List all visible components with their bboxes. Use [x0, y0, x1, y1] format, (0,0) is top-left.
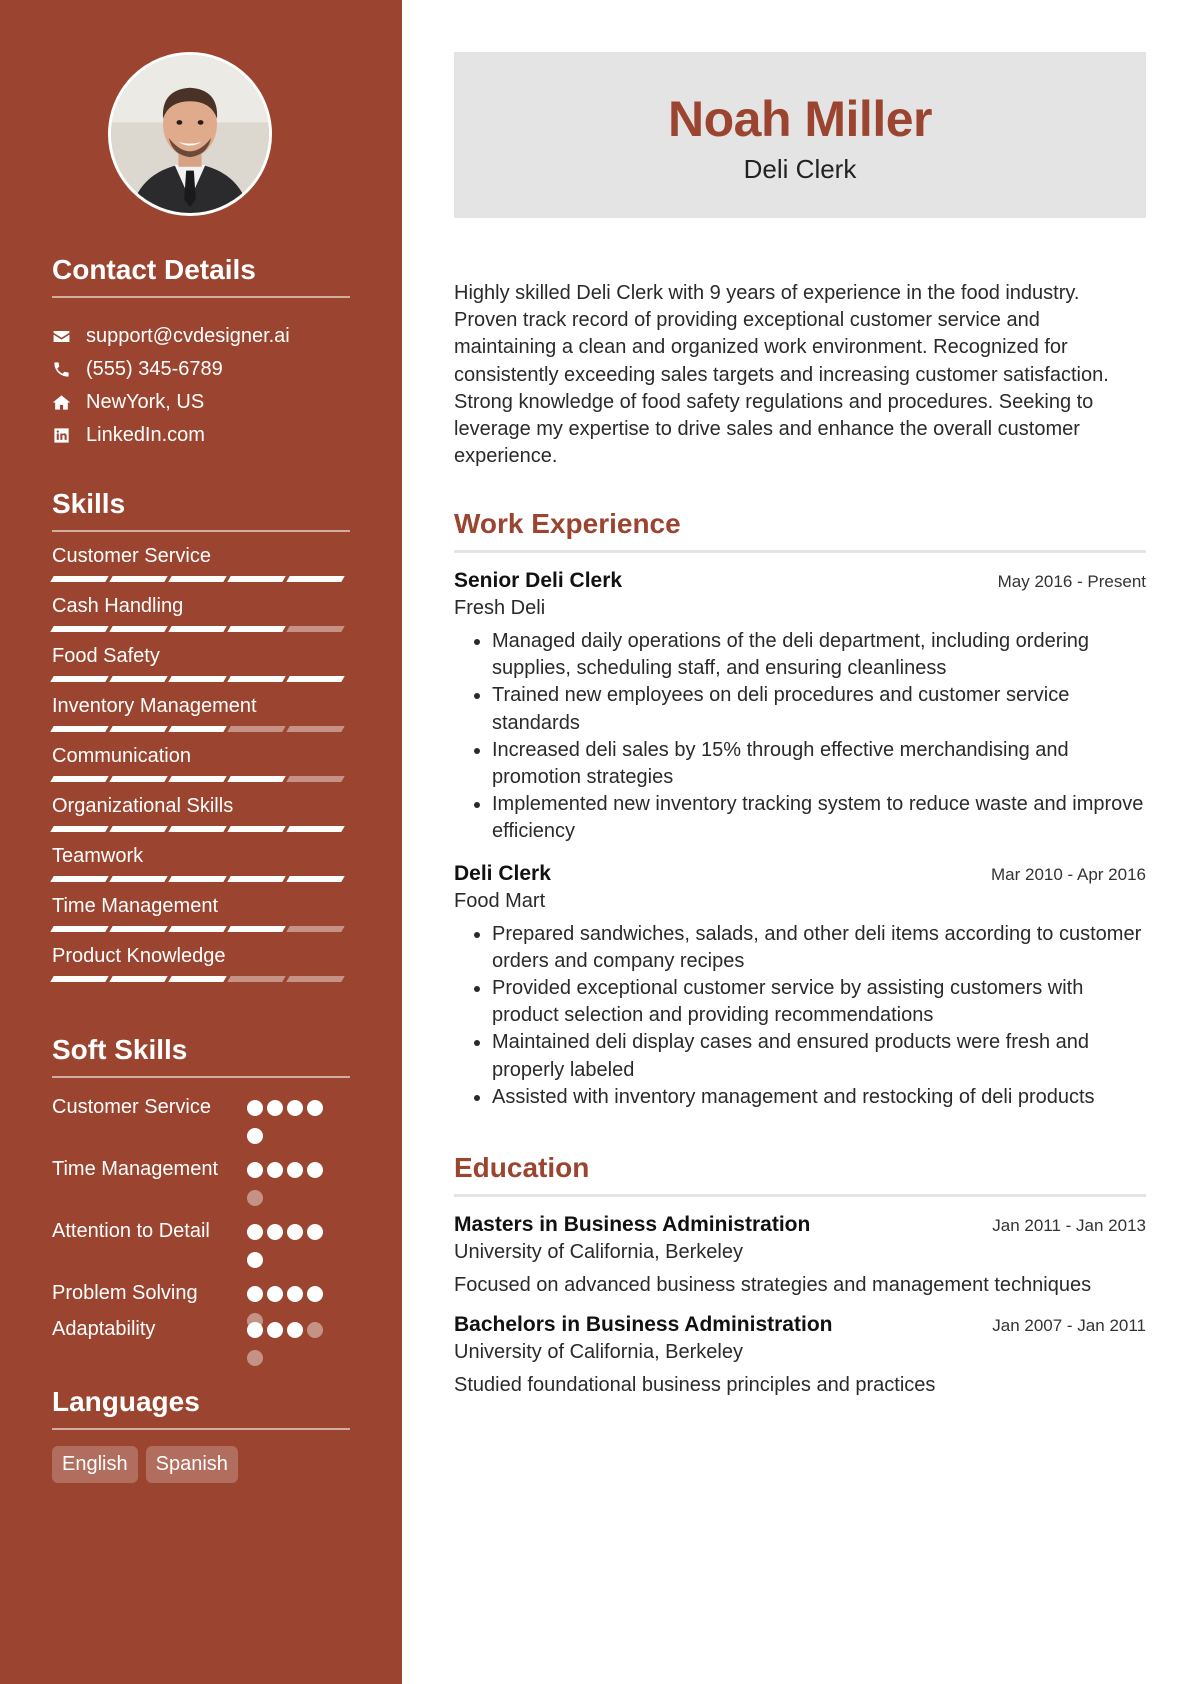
rating-dot-filled [247, 1252, 263, 1268]
education-header [454, 1213, 1146, 1237]
soft-skill-item [52, 1316, 350, 1378]
education-description: Studied foundational business principles and practices [454, 1374, 936, 1396]
job-dates: Mar 2010 - Apr 2016 [991, 864, 1146, 884]
linkedin-icon [52, 426, 86, 445]
skill-bar-empty [227, 726, 285, 732]
job-bullet: • Provided exceptional customer service by assisting customers with product selection and providing recommendations [492, 975, 1146, 1029]
education-school: University of California, Berkeley [454, 1241, 743, 1263]
soft-skill-name: Problem Solving [52, 1282, 198, 1304]
language-tag: Spanish [146, 1446, 238, 1483]
work-experience-section [454, 508, 1146, 1111]
skill-bar-filled [286, 876, 344, 882]
soft-skill-rating [247, 1316, 337, 1378]
soft-skill-rating [247, 1094, 337, 1156]
skills-section [52, 488, 350, 982]
skill-bar-filled [227, 676, 285, 682]
rating-dot-filled [247, 1322, 263, 1338]
job-bullet: • Increased deli sales by 15% through effective merchandising and promotion strategies [492, 737, 1146, 791]
soft-skill-name: Customer Service [52, 1096, 211, 1118]
job-bullet: • Managed daily operations of the deli department, including ordering supplies, scheduling staff, and ensuring cleanliness [492, 628, 1146, 682]
education-dates: Jan 2007 - Jan 2011 [992, 1316, 1146, 1335]
avatar [108, 52, 272, 216]
skill-item [52, 782, 350, 832]
skill-rating [52, 776, 350, 782]
skill-bar-filled [50, 926, 108, 932]
skill-bar-filled [50, 876, 108, 882]
skill-bar-filled [50, 976, 108, 982]
education-section [454, 1152, 1146, 1397]
skills-heading: Skills [52, 488, 350, 532]
contact-section [52, 254, 350, 452]
soft-skill-name: Adaptability [52, 1318, 156, 1340]
job-header [454, 569, 1146, 593]
candidate-title: Deli Clerk [743, 154, 857, 184]
skill-bar-filled [227, 626, 285, 632]
skill-bar-empty [286, 626, 344, 632]
rating-dot-filled [287, 1100, 303, 1116]
skill-bar-filled [168, 626, 226, 632]
skill-bar-filled [109, 976, 167, 982]
contact-location [52, 386, 350, 419]
skill-rating [52, 926, 350, 932]
contact-linkedin[interactable] [52, 419, 350, 452]
skill-rating [52, 826, 350, 832]
home-icon [52, 393, 86, 412]
skill-bar-filled [286, 576, 344, 582]
job-bullets [454, 628, 1146, 846]
soft-skill-rating [247, 1218, 337, 1280]
rating-dot-filled [307, 1162, 323, 1178]
rating-dot-filled [267, 1322, 283, 1338]
rating-dot-filled [247, 1286, 263, 1302]
soft-skills-list [52, 1094, 350, 1378]
contact-phone[interactable] [52, 353, 350, 386]
education-degree: Bachelors in Business Administration [454, 1313, 833, 1336]
skill-bar-filled [168, 926, 226, 932]
skill-bar-filled [227, 926, 285, 932]
education-header [454, 1313, 1146, 1337]
soft-skill-item [52, 1218, 350, 1280]
skill-item [52, 682, 350, 732]
rating-dot-filled [267, 1286, 283, 1302]
soft-skill-item [52, 1280, 350, 1316]
contact-list [52, 320, 350, 452]
skill-rating [52, 976, 350, 982]
skill-rating [52, 576, 350, 582]
skill-item [52, 732, 350, 782]
skill-bar-filled [227, 576, 285, 582]
job-dates: May 2016 - Present [997, 572, 1146, 591]
job-bullet: • Maintained deli display cases and ensured products were fresh and properly labeled [492, 1029, 1146, 1083]
rating-dot-empty [247, 1190, 263, 1206]
rating-dot-filled [307, 1224, 323, 1240]
soft-skills-section [52, 1034, 350, 1378]
job-company: Food Mart [454, 889, 546, 912]
contact-linkedin-text: LinkedIn.com [86, 424, 205, 446]
soft-skill-rating [247, 1280, 337, 1316]
profile-summary: Highly skilled Deli Clerk with 9 years of experience in the food industry. Proven track record of providing exceptional customer service and maintaining a clean and organized work environment. Recognized for consistently exceeding sales targets and increasing customer satisfaction. Strong knowledge of food safety regulations and procedures. Seeking to leverage my expertise to drive sales and enhance the overall customer experience. [454, 282, 1109, 468]
skill-bar-empty [286, 976, 344, 982]
rating-dot-empty [247, 1350, 263, 1366]
soft-skill-name: Time Management [52, 1158, 218, 1180]
job-bullet: • Prepared sandwiches, salads, and other deli items according to customer orders and company recipes [492, 921, 1146, 975]
rating-dot-filled [247, 1224, 263, 1240]
rating-dot-filled [287, 1322, 303, 1338]
skill-rating [52, 626, 350, 632]
job-title: Deli Clerk [454, 861, 551, 885]
job-bullets [454, 921, 1146, 1111]
skill-bar-filled [50, 826, 108, 832]
languages-heading: Languages [52, 1386, 350, 1430]
skills-list [52, 532, 350, 982]
skill-bar-filled [109, 576, 167, 582]
skill-bar-filled [109, 626, 167, 632]
job-entry [454, 862, 1146, 1111]
skill-bar-empty [227, 976, 285, 982]
skill-bar-filled [227, 826, 285, 832]
skill-bar-empty [286, 726, 344, 732]
contact-heading: Contact Details [52, 254, 350, 298]
soft-skills-heading: Soft Skills [52, 1034, 350, 1078]
job-company: Fresh Deli [454, 597, 546, 619]
skill-bar-empty [286, 926, 344, 932]
rating-dot-filled [267, 1100, 283, 1116]
job-bullet: • Assisted with inventory management and restocking of deli products [492, 1084, 1146, 1111]
skill-bar-filled [109, 876, 167, 882]
soft-skill-item [52, 1156, 350, 1218]
job-title: Senior Deli Clerk [454, 569, 623, 592]
rating-dot-filled [307, 1286, 323, 1302]
skill-bar-filled [50, 776, 108, 782]
skill-name: Communication [52, 745, 191, 767]
contact-phone-text: (555) 345-6789 [86, 358, 223, 380]
work-experience-heading: Work Experience [454, 508, 1146, 553]
rating-dot-filled [267, 1162, 283, 1178]
skill-name: Product Knowledge [52, 945, 226, 967]
skill-bar-filled [50, 626, 108, 632]
rating-dot-filled [287, 1286, 303, 1302]
skill-name: Food Safety [52, 645, 160, 667]
contact-email[interactable] [52, 320, 350, 353]
soft-skill-rating [247, 1156, 337, 1218]
skill-bar-filled [168, 776, 226, 782]
phone-icon [52, 360, 86, 379]
skill-bar-filled [227, 876, 285, 882]
skill-bar-filled [286, 826, 344, 832]
soft-skill-name: Attention to Detail [52, 1220, 210, 1242]
languages-list [52, 1446, 350, 1483]
rating-dot-filled [247, 1162, 263, 1178]
candidate-name: Noah Miller [668, 91, 932, 147]
envelope-icon [52, 327, 86, 346]
education-description: Focused on advanced business strategies and management techniques [454, 1274, 1092, 1296]
skill-rating [52, 876, 350, 882]
skill-name: Cash Handling [52, 595, 184, 617]
skill-bar-filled [286, 676, 344, 682]
skill-bar-filled [227, 776, 285, 782]
contact-email-text: support@cvdesigner.ai [86, 325, 290, 347]
skill-bar-filled [168, 676, 226, 682]
skill-bar-filled [109, 676, 167, 682]
language-tag: English [52, 1446, 138, 1483]
skill-bar-filled [168, 576, 226, 582]
education-dates: Jan 2011 - Jan 2013 [992, 1216, 1146, 1235]
languages-section [52, 1386, 350, 1483]
skill-item [52, 882, 350, 932]
rating-dot-empty [307, 1322, 323, 1338]
skill-rating [52, 726, 350, 732]
skill-bar-filled [109, 776, 167, 782]
skill-bar-empty [286, 776, 344, 782]
education-degree: Masters in Business Administration [454, 1213, 811, 1236]
skill-name: Time Management [52, 895, 218, 917]
education-entry [454, 1313, 1146, 1397]
skill-name: Organizational Skills [52, 795, 234, 817]
skill-item [52, 932, 350, 982]
skill-name: Inventory Management [52, 695, 257, 717]
sidebar [0, 0, 402, 1684]
profile-photo-icon [111, 55, 269, 213]
rating-dot-filled [247, 1100, 263, 1116]
education-heading: Education [454, 1152, 1146, 1197]
rating-dot-filled [247, 1128, 263, 1144]
skill-item [52, 532, 350, 582]
skill-bar-filled [168, 826, 226, 832]
job-bullet: • Implemented new inventory tracking system to reduce waste and improve efficiency [492, 791, 1146, 845]
skill-name: Customer Service [52, 545, 211, 567]
resume-header [454, 52, 1146, 218]
skill-item [52, 582, 350, 632]
education-school: University of California, Berkeley [454, 1341, 743, 1363]
skill-bar-filled [109, 826, 167, 832]
skill-name: Teamwork [52, 845, 144, 867]
skill-item [52, 832, 350, 882]
job-entry [454, 569, 1146, 846]
soft-skill-item [52, 1094, 350, 1156]
job-header [454, 862, 1146, 886]
skill-bar-filled [168, 726, 226, 732]
skill-bar-filled [109, 926, 167, 932]
skill-bar-filled [109, 726, 167, 732]
rating-dot-filled [267, 1224, 283, 1240]
skill-rating [52, 676, 350, 682]
rating-dot-filled [287, 1224, 303, 1240]
skill-bar-filled [168, 876, 226, 882]
skill-bar-filled [50, 726, 108, 732]
job-bullet: • Trained new employees on deli procedures and customer service standards [492, 682, 1146, 736]
rating-dot-filled [307, 1100, 323, 1116]
skill-item [52, 632, 350, 682]
skill-bar-filled [50, 676, 108, 682]
education-entry [454, 1213, 1146, 1297]
skill-bar-filled [168, 976, 226, 982]
contact-location-text: NewYork, US [86, 391, 205, 413]
skill-bar-filled [50, 576, 108, 582]
rating-dot-filled [287, 1162, 303, 1178]
